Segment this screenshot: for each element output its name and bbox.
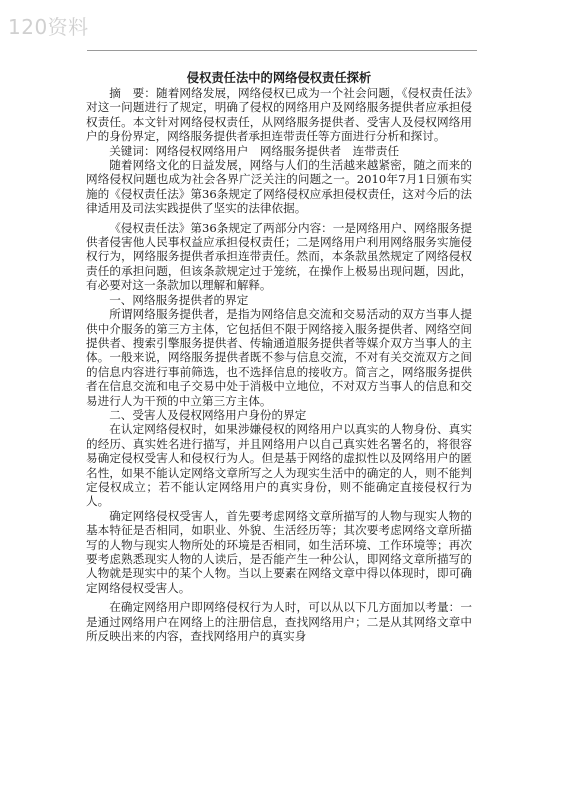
header-divider [87, 50, 477, 51]
intro-paragraph-1: 随着网络文化的日益发展，网络与人们的生活越来越紧密，随之而来的网络侵权问题也成为社会各界广泛关注的问题之一。2010年7月1日颁布实施的《侵权责任法》第36条规定了网络侵权应承担侵权责任，这对今后的法律适用及司法实践提供了坚实的法律依据。 [86, 158, 472, 216]
section-1-heading: 一、网络服务提供者的界定 [109, 292, 249, 307]
abstract-text: 随着网络发展，网络侵权已成为一个社会问题，《侵权责任法》对这一问题进行了规定，明确了侵权的网络用户及网络服务提供者应承担侵权责任。本文针对网络侵权责任，从网络服务提供者、受害人及侵权网络用户的身份界定，网络服务提供者承担连带责任等方面进行分析和探讨。 [86, 86, 472, 144]
document-title: 侵权责任法中的网络侵权责任探析 [186, 70, 372, 85]
watermark-logo: 120资料 [8, 15, 89, 39]
section-2-paragraph-3: 在确定网络用户即网络侵权行为人时，可以从以下几方面加以考量：一是通过网络用户在网络上的注册信息，查找网络用户；二是从其网络文章中所反映出来的内容，查找网络用户的真实身 [86, 600, 472, 644]
section-2-heading: 二、受害人及侵权网络用户身份的界定 [109, 407, 307, 422]
abstract-paragraph [86, 86, 472, 144]
abstract-label: 摘 要： [109, 86, 157, 100]
keywords-label: 关键词： [109, 143, 156, 158]
document-body [86, 70, 472, 643]
keywords-paragraph [86, 144, 472, 158]
section-2-paragraph-1: 在认定网络侵权时，如果涉嫌侵权的网络用户以真实的人物身份、真实的经历、真实姓名进行描写，并且网络用户以自己真实姓名署名的，将很容易确定侵权受害人和侵权行为人。但是基于网络的虚拟性以及网络用户的匿名性，如果不能认定网络文章所写之人为现实生活中的确定的人，则不能判定侵权成立；若不能认定网络用户的真实身份，则不能确定直接侵权行为人。 [86, 422, 472, 509]
section-1-paragraph: 所谓网络服务提供者，是指为网络信息交流和交易活动的双方当事人提供中介服务的第三方主体，它包括但不限于网络接入服务提供者、网络空间提供者、搜索引擎服务提供者、传输通道服务提供者等媒介双方当事人的主体。一般来说，网络服务提供者既不参与信息交流，不对有关交流双方之间的信息内容进行事前筛选，也不选择信息的接收方。简言之，网络服务提供者在信息交流和电子交易中处于消极中立地位，不对双方当事人的信息和交易进行人为干预的中立第三方主体。 [86, 307, 472, 408]
keywords-text: 网络侵权网络用户 网络服务提供者 连带责任 [155, 143, 400, 158]
section-2-paragraph-2: 确定网络侵权受害人，首先要考虑网络文章所描写的人物与现实人物的基本特征是否相同，如职业、外貌、生活经历等；其次要考虑网络文章所描写的人物与现实人物所处的环境是否相同，如生活环境、工作环境等；再次要考虑熟悉现实人物的人读后，是否能产生一种公认，即网络文章所描写的人物就是现实中的某个人物。当以上要素在网络文章中得以体现时，即可确定网络侵权受害人。 [86, 508, 472, 595]
intro-paragraph-2: 《侵权责任法》第36条规定了两部分内容：一是网络用户、网络服务提供者侵害他人民事权益应承担侵权责任；二是网络用户利用网络服务实施侵权行为，网络服务提供者承担连带责任。然而，本条款虽然规定了网络侵权责任的承担问题，但该条款规定过于笼统，在操作上极易出现问题，因此，有必要对这一条款加以理解和解释。 [86, 220, 472, 293]
